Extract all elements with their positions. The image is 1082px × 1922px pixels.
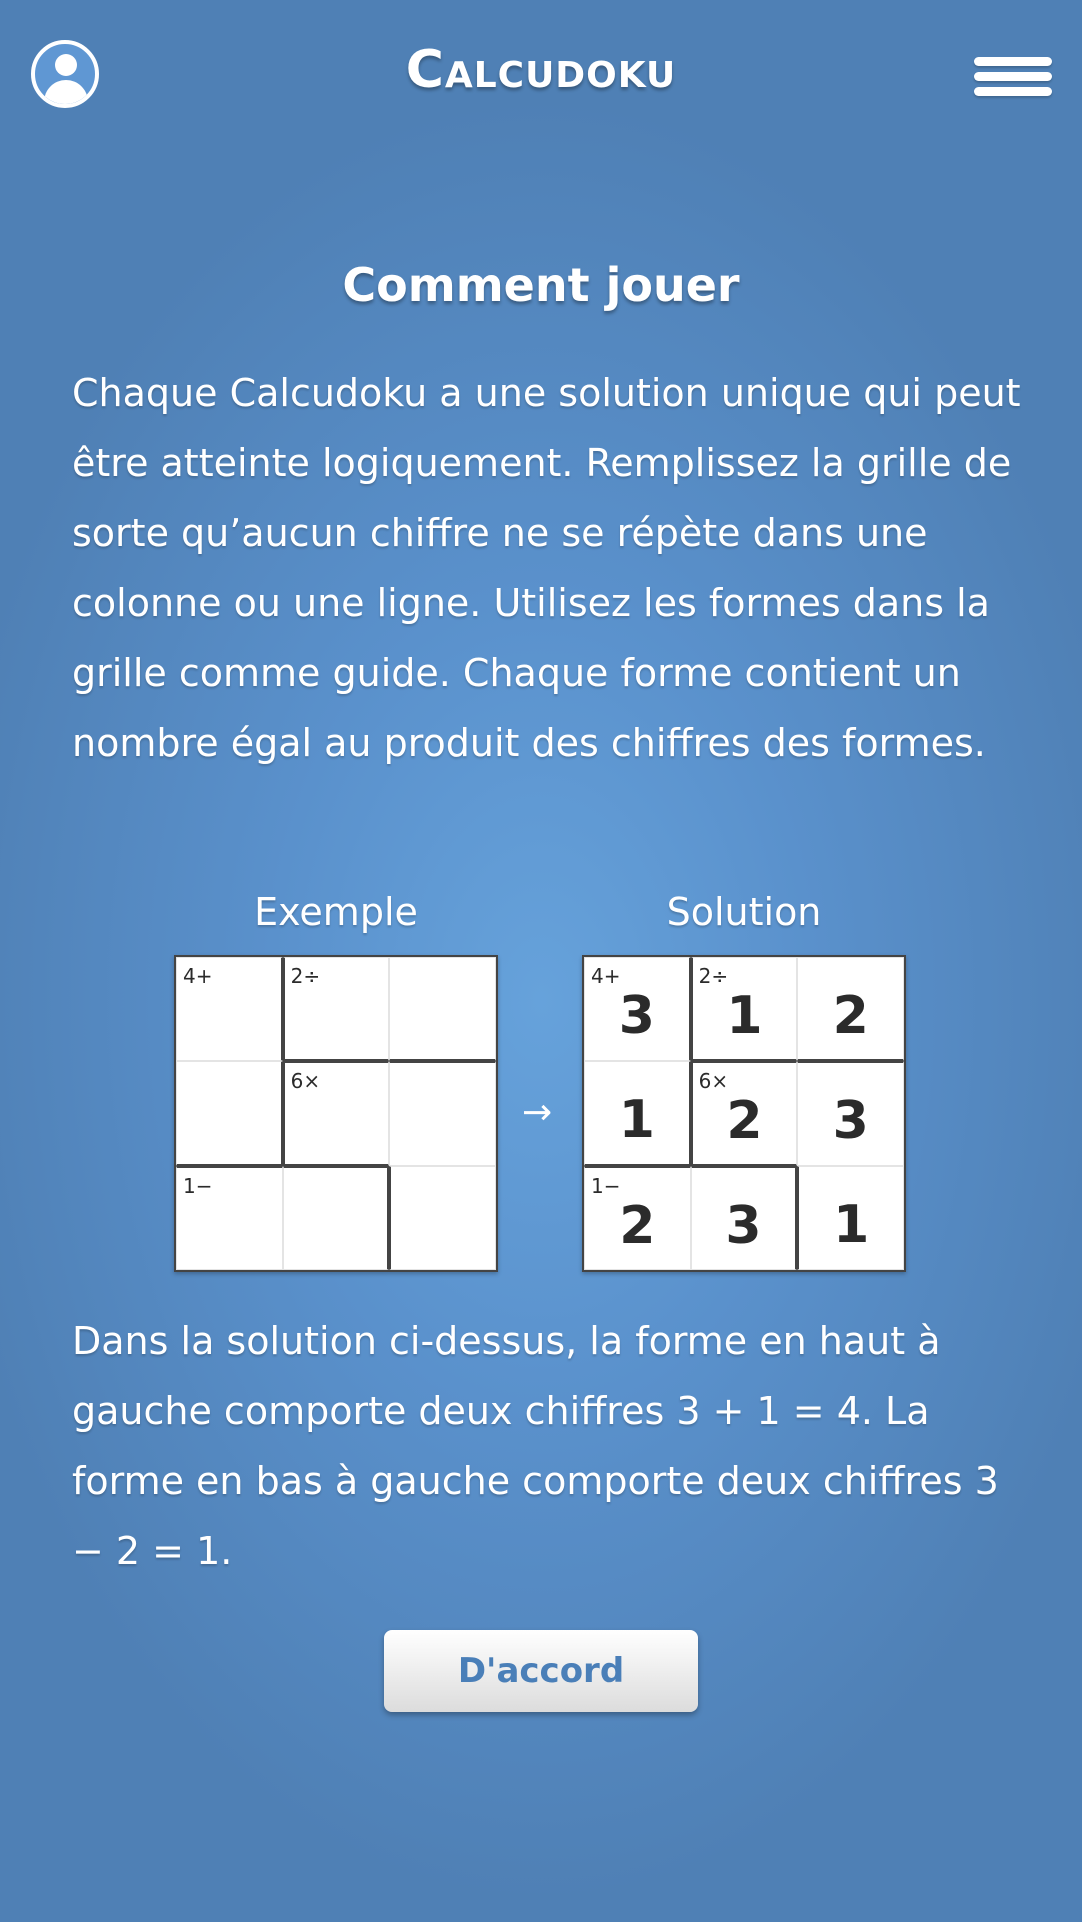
cell-value: 3 — [832, 1091, 869, 1152]
grid-cell — [176, 1166, 283, 1270]
cage-clue: 1− — [183, 1173, 213, 1198]
grid-cell — [584, 1061, 691, 1165]
grid-cell — [797, 1061, 904, 1165]
example-grid — [174, 955, 498, 1272]
arrow-icon: → — [522, 1092, 553, 1133]
grid-cell — [691, 1061, 798, 1165]
grid-cell — [691, 1166, 798, 1270]
grid-cell — [176, 1061, 283, 1165]
grid-cell — [584, 957, 691, 1061]
solution-label: Solution — [666, 890, 822, 934]
grid-cell — [797, 1166, 904, 1270]
hamburger-menu-icon[interactable] — [974, 57, 1052, 97]
page-heading: Comment jouer — [342, 258, 740, 312]
cage-clue: 6× — [698, 1069, 729, 1094]
grid-cell — [283, 1061, 390, 1165]
explanation-text: Dans la solution ci-dessus, la forme en haut à gauche comporte deux chiffres 3 + 1 = 4. La forme en bas à gauche comporte deux chiffres 3 − 2 = 1. — [72, 1319, 999, 1573]
cage-clue: 1− — [591, 1173, 621, 1198]
cage-clue: 4+ — [183, 964, 213, 988]
cell-value: 2 — [832, 986, 869, 1046]
cell-value: 2 — [726, 1091, 763, 1152]
cage-clue: 4+ — [591, 964, 621, 988]
grid-cell — [584, 1166, 691, 1270]
instructions-text: Chaque Calcudoku a une solution unique qui peut être atteinte logiquement. Remplissez la grille de sorte qu’aucun chiffre ne se répète dans une colonne ou une ligne. Utilisez les formes dans la grille comme guide. Chaque forme contient un nombre égal au produit des chiffres des formes. — [72, 371, 1021, 765]
cell-value: 1 — [833, 1194, 870, 1255]
grid-cell — [389, 957, 496, 1061]
cell-value: 3 — [725, 1195, 762, 1256]
cage-clue: 6× — [290, 1069, 321, 1094]
grid-cell — [389, 1061, 496, 1165]
grid-cell — [176, 957, 283, 1061]
cell-value: 2 — [619, 1195, 656, 1256]
grid-cell — [691, 957, 798, 1061]
grid-cell — [283, 957, 390, 1061]
cage-clue: 2÷ — [290, 964, 321, 988]
cell-value: 1 — [726, 986, 763, 1046]
app-title: Calcudoku — [405, 40, 677, 100]
cell-value: 3 — [618, 986, 655, 1046]
example-label: Exemple — [254, 890, 418, 934]
solution-grid — [582, 955, 906, 1272]
grid-cell — [389, 1166, 496, 1270]
ok-button[interactable]: D'accord — [384, 1630, 698, 1712]
cage-clue: 2÷ — [698, 964, 729, 988]
grid-cell — [283, 1166, 390, 1270]
grid-cell — [797, 957, 904, 1061]
cell-value: 1 — [618, 1090, 655, 1151]
